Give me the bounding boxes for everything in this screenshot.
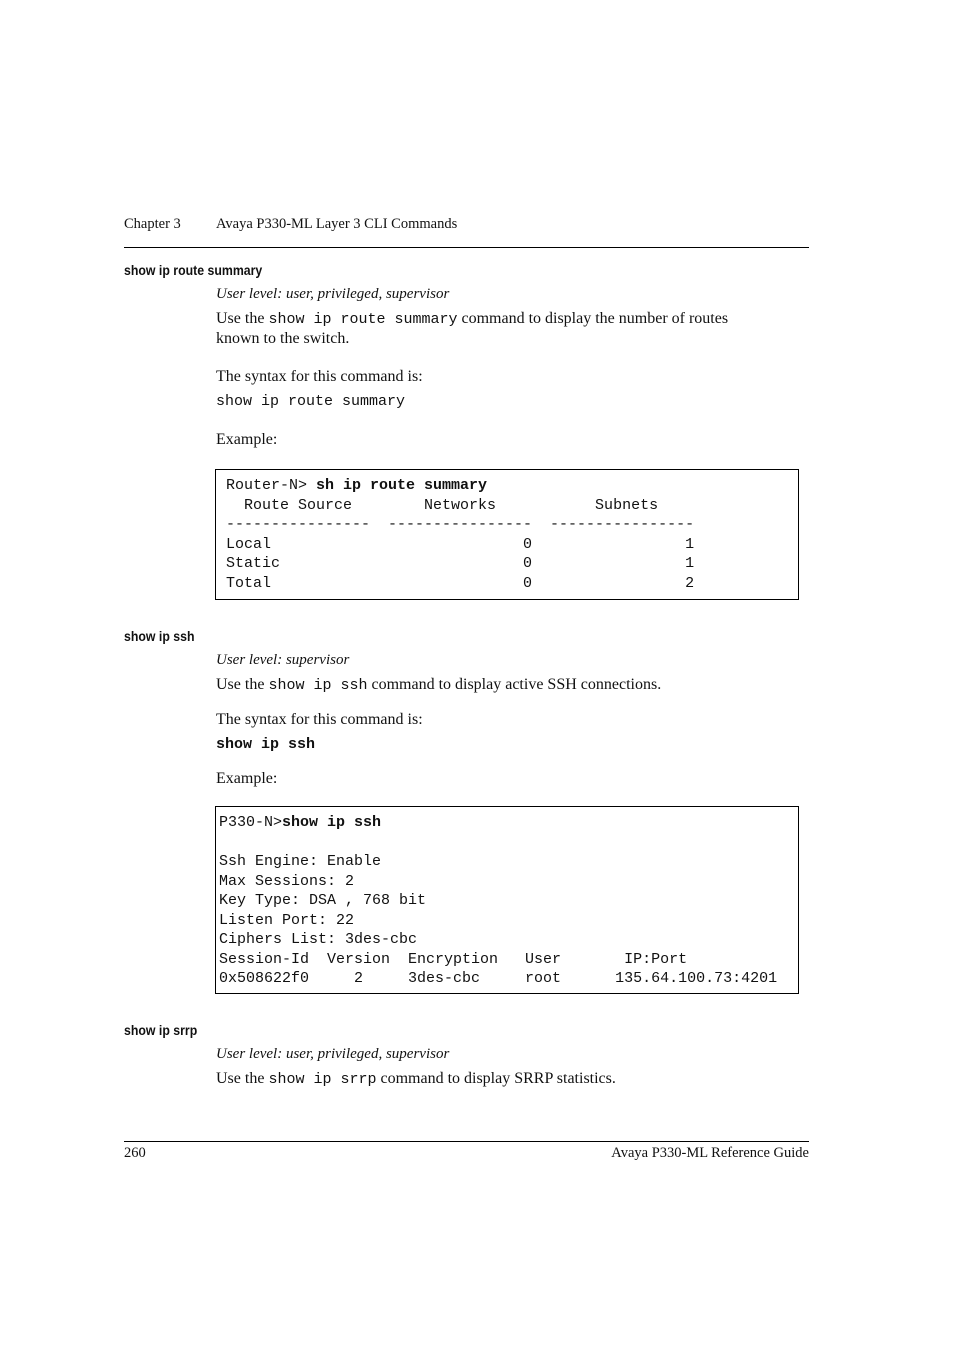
description-text: command to display active SSH connections. [371, 676, 662, 693]
example-command: show ip ssh [282, 814, 382, 831]
example-output-line: Static 0 1 [226, 555, 695, 572]
user-level-srrp: User level: user, privileged, supervisor [216, 1046, 450, 1062]
footer-rule [124, 1141, 809, 1142]
section-heading-ssh: show ip ssh [124, 628, 195, 644]
syntax-intro-ssh: The syntax for this command is: [216, 711, 423, 728]
example-label-ssh: Example: [216, 770, 278, 787]
description-text: Use the [216, 1070, 265, 1087]
example-output-line: Key Type: DSA , 768 bit [219, 892, 427, 909]
example-output-line [219, 833, 798, 853]
example-output-line: Listen Port: 22 [219, 911, 355, 929]
example-output-line: ---------------- ---------------- ---------------- [226, 516, 695, 533]
example-output-line: Ssh Engine: Enable [219, 853, 382, 870]
example-prompt: P330-N> [219, 814, 283, 831]
example-output-line: Ciphers List: 3des-cbc [219, 931, 418, 948]
syntax-ssh: show ip ssh [216, 736, 316, 753]
inline-code: show ip ssh [268, 677, 368, 694]
section-heading-route-summary: show ip route summary [124, 262, 263, 278]
syntax-route-summary: show ip route summary [216, 393, 406, 410]
inline-code: show ip route summary [268, 311, 458, 328]
syntax-intro-route-summary: The syntax for this command is: [216, 368, 423, 385]
description-text: Use the [216, 310, 265, 327]
example-output-line: Session-Id Version Encryption User IP:Port [219, 950, 688, 968]
header-title: Avaya P330-ML Layer 3 CLI Commands [216, 216, 458, 232]
user-level-route-summary: User level: user, privileged, supervisor [216, 286, 450, 302]
example-output-line: Total 0 2 [226, 574, 695, 592]
example-box-route-summary [215, 469, 799, 600]
description-text: command to display the number of routes [461, 310, 729, 327]
example-label-route-summary: Example: [216, 431, 278, 448]
inline-code: show ip srrp [268, 1071, 377, 1088]
example-command: sh ip route summary [316, 477, 488, 494]
example-output-line: 0x508622f0 2 3des-cbc root 135.64.100.73:4201 [219, 970, 778, 987]
header-chapter: Chapter 3 [124, 216, 181, 232]
example-box-ssh [215, 806, 799, 994]
example-command-line [226, 476, 798, 496]
example-output-line: Local 0 1 [226, 535, 695, 553]
description-line2-route-summary: known to the switch. [216, 330, 350, 347]
description-text: command to display SRRP statistics. [380, 1070, 616, 1087]
example-prompt: Router-N> [226, 477, 317, 494]
section-heading-srrp: show ip srrp [124, 1022, 198, 1038]
example-output-line: Route Source Networks Subnets [226, 496, 659, 514]
description-route-summary [216, 310, 728, 328]
example-output-line: Max Sessions: 2 [219, 872, 355, 890]
example-command-line [219, 813, 798, 833]
description-ssh [216, 676, 661, 694]
footer-guide-title: Avaya P330-ML Reference Guide [611, 1145, 809, 1161]
user-level-ssh: User level: supervisor [216, 652, 350, 668]
header-rule [124, 247, 809, 248]
description-srrp [216, 1070, 616, 1088]
page-number: 260 [124, 1145, 146, 1161]
description-text: Use the [216, 676, 265, 693]
